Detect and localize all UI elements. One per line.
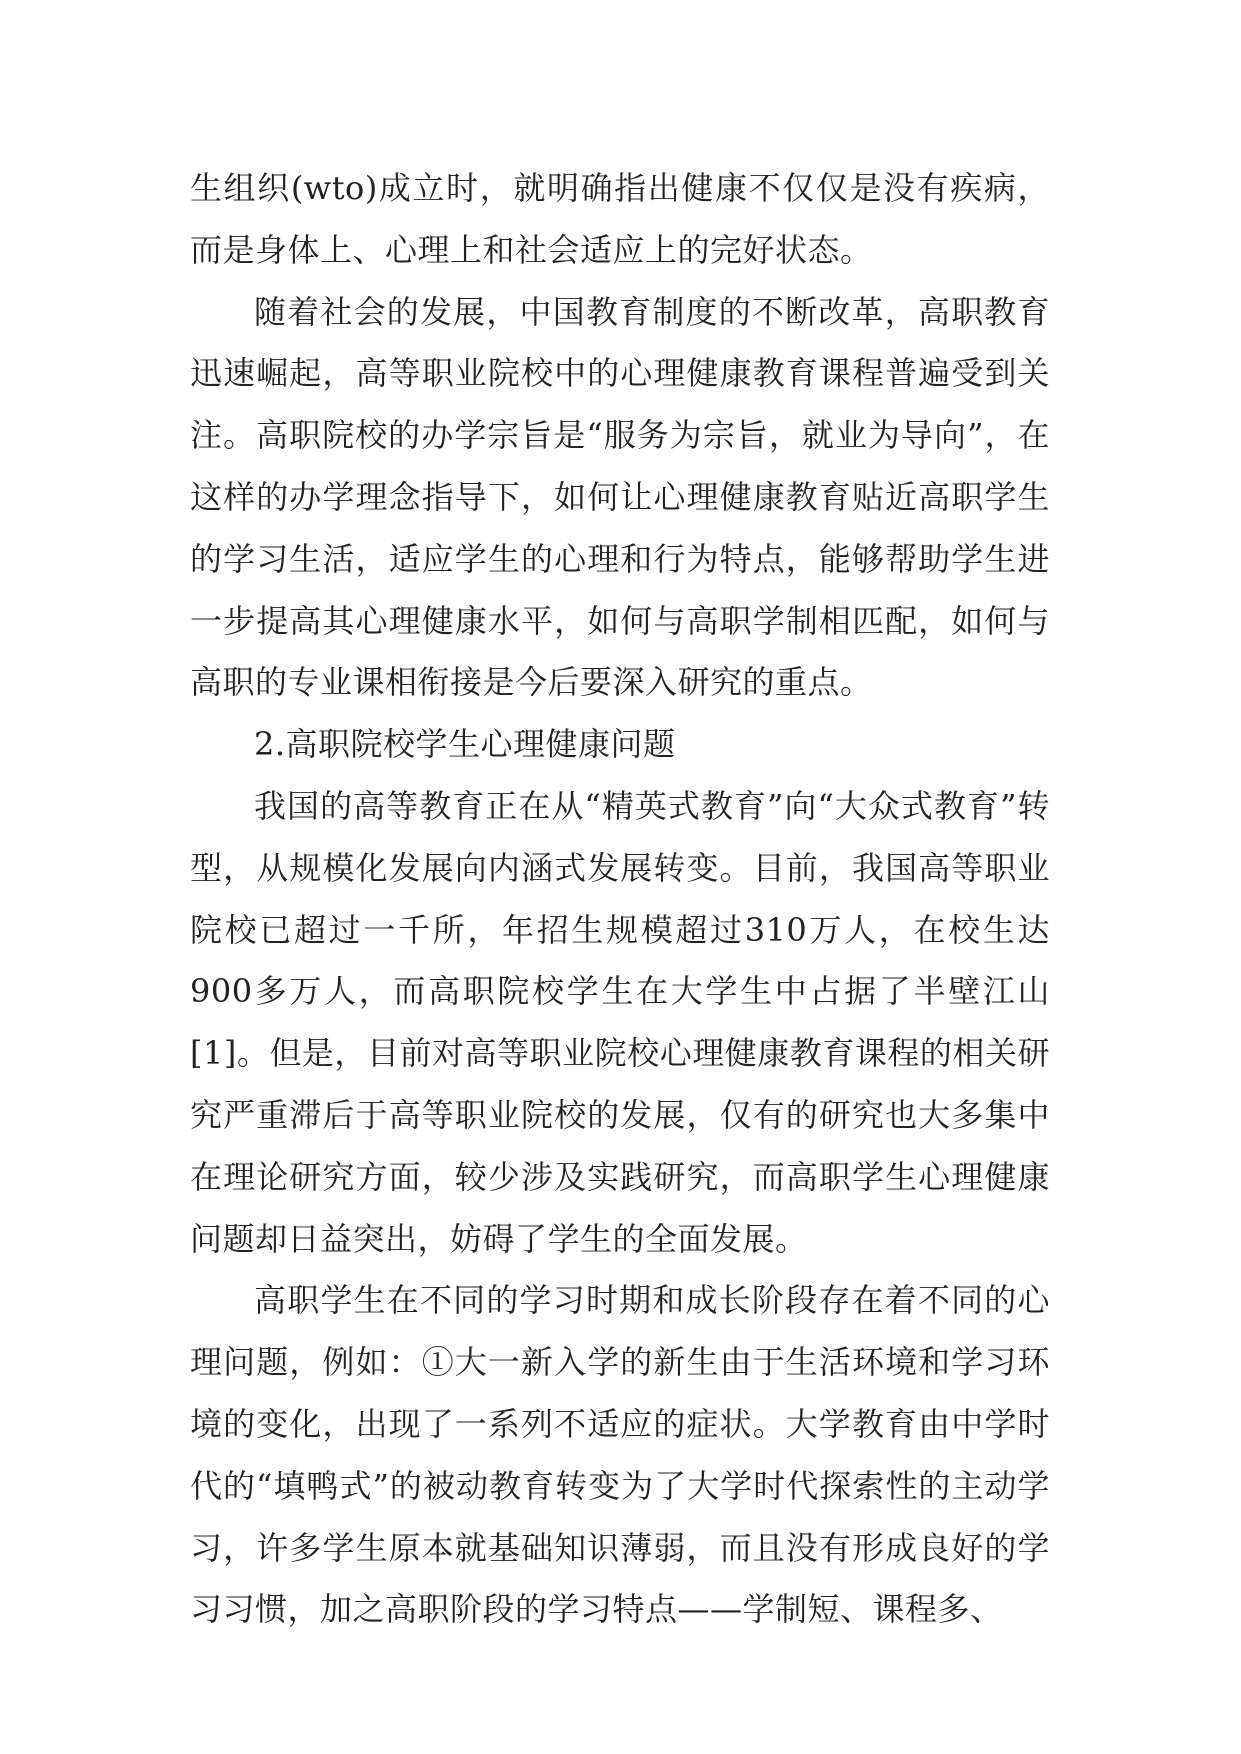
- document-body: [190, 158, 1050, 1641]
- paragraph-student-psychological-problems: 高职学生在不同的学习时期和成长阶段存在着不同的心理问题，例如：①大一新入学的新生由于生活环境和学习环境的变化，出现了一系列不适应的症状。大学教育由中学时代的“填鸭式”的被动教育转变为了大学时代探索性的主动学习，许多学生原本就基础知识薄弱，而且没有形成良好的学习习惯，加之高职阶段的学习特点——学制短、课程多、: [190, 1281, 1050, 1629]
- paragraph-vocational-education-development: 随着社会的发展，中国教育制度的不断改革，高职教育迅速崛起，高等职业院校中的心理健康教育课程普遍受到关注。高职院校的办学宗旨是“服务为宗旨，就业为导向”，在这样的办学理念指导下，如何让心理健康教育贴近高职学生的学习生活，适应学生的心理和行为特点，能够帮助学生进一步提高其心理健康水平，如何与高职学制相匹配，如何与高职的专业课相衔接是今后要深入研究的重点。: [190, 292, 1050, 702]
- paragraph-higher-education-transition: 我国的高等教育正在从“精英式教育”向“大众式教育”转型，从规模化发展向内涵式发展转变。目前，我国高等职业院校已超过一千所，年招生规模超过310万人，在校生达900多万人，而高职院校学生在大学生中占据了半壁江山[1]。但是，目前对高等职业院校心理健康教育课程的相关研究严重滞后于高等职业院校的发展，仅有的研究也大多集中在理论研究方面，较少涉及实践研究，而高职学生心理健康问题却日益突出，妨碍了学生的全面发展。: [190, 786, 1050, 1258]
- paragraph-health-definition: 生组织(wto)成立时，就明确指出健康不仅仅是没有疾病，而是身体上、心理上和社会适应上的完好状态。: [190, 169, 1050, 269]
- section-heading: 2.高职院校学生心理健康问题: [254, 725, 676, 764]
